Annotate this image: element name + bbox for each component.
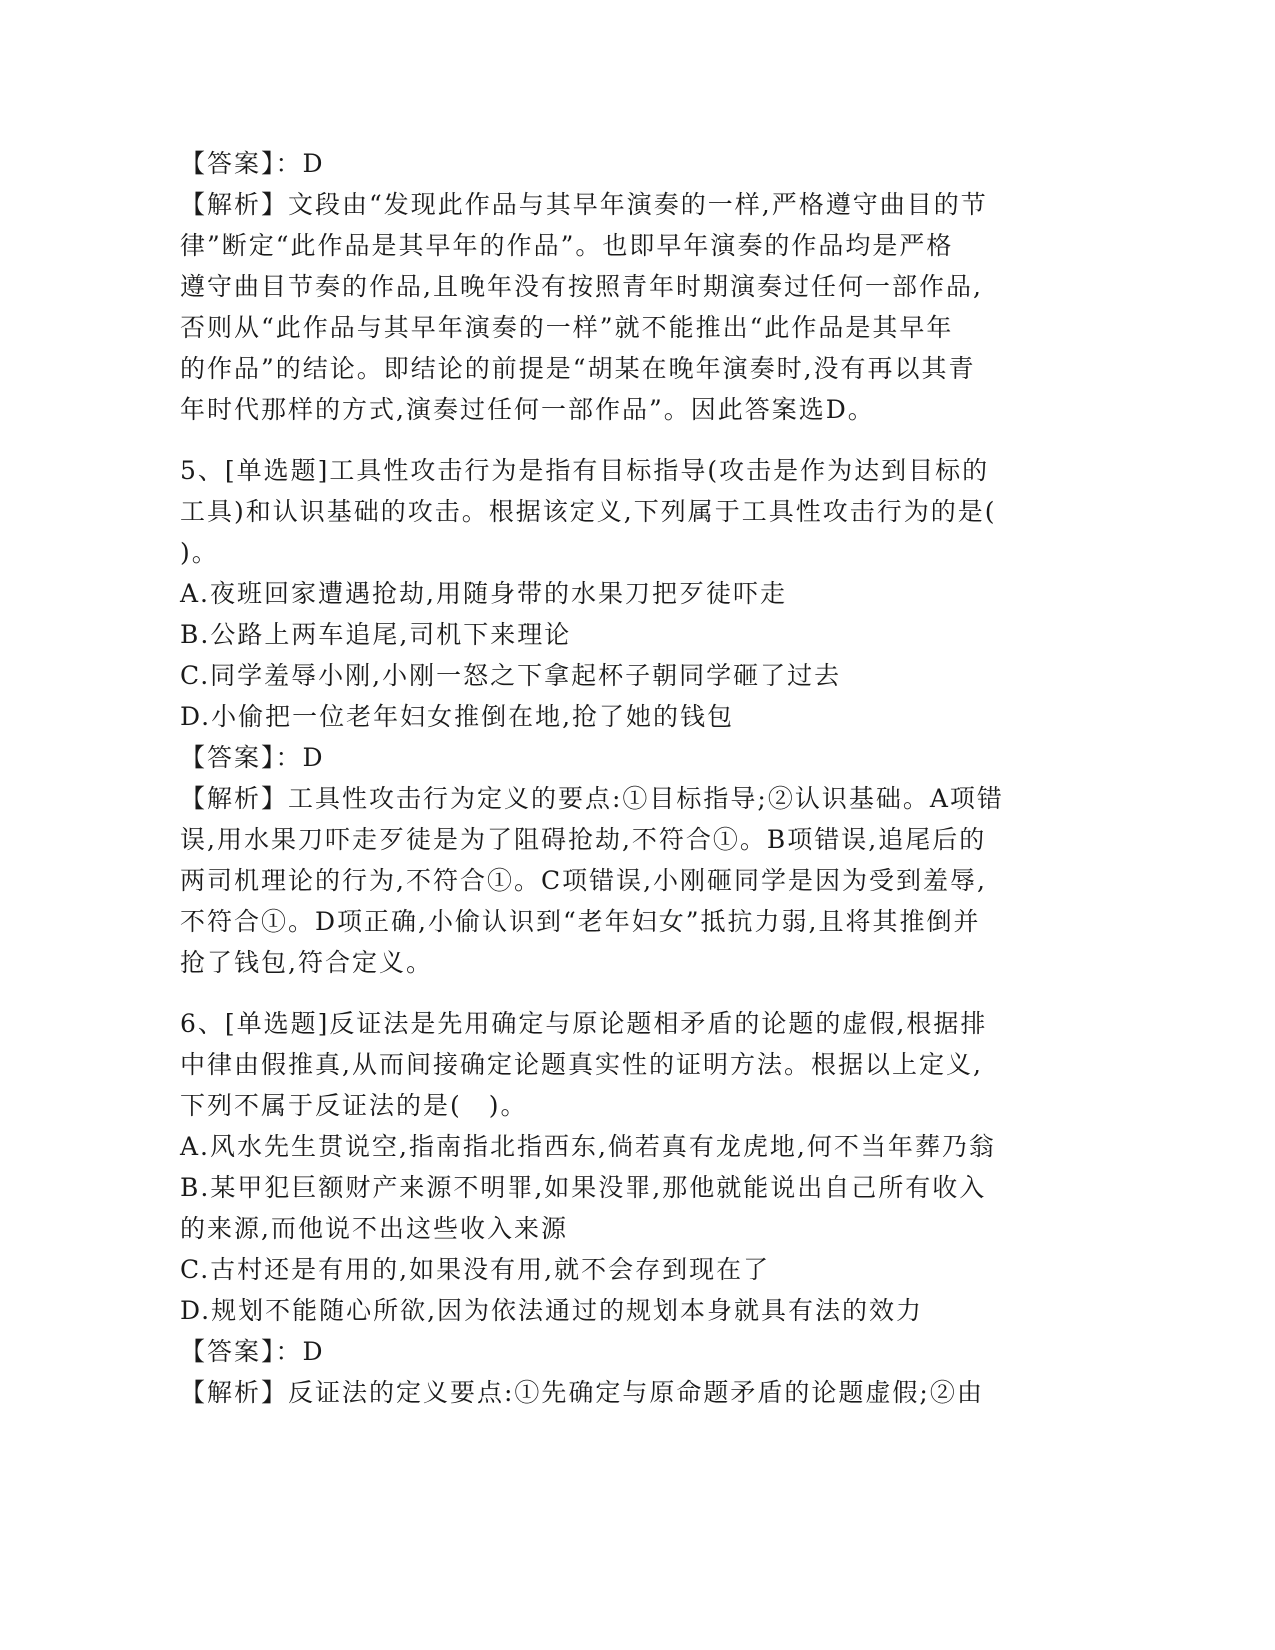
answer-line: 【答案】：D (180, 743, 325, 772)
option-d: D.小偷把一位老年妇女推倒在地,抢了她的钱包 (180, 702, 735, 731)
question-stem-line: 5、[单选题]工具性攻击行为是指有目标指导(攻击是作为达到目标的 (180, 456, 990, 485)
paragraph-gap (180, 983, 1085, 1003)
question-stem-line: )。 (180, 538, 219, 567)
analysis-line: 【解析】文段由“发现此作品与其早年演奏的一样,严格遵守曲目的节 (180, 190, 988, 219)
answer-line: 【答案】：D (180, 1337, 325, 1366)
analysis-line: 抢了钱包,符合定义。 (180, 948, 433, 977)
analysis-line: 两司机理论的行为,不符合①。C项错误,小刚砸同学是因为受到羞辱, (180, 866, 987, 895)
question-stem-line: 下列不属于反证法的是( )。 (180, 1091, 528, 1120)
question-stem-line: 工具)和认识基础的攻击。根据该定义,下列属于工具性攻击行为的是( (180, 497, 997, 526)
option-c: C.同学羞辱小刚,小刚一怒之下拿起杯子朝同学砸了过去 (180, 661, 842, 690)
analysis-line: 不符合①。D项正确,小偷认识到“老年妇女”抵抗力弱,且将其推倒并 (180, 907, 981, 936)
analysis-line: 遵守曲目节奏的作品,且晚年没有按照青年时期演奏过任何一部作品, (180, 272, 983, 301)
analysis-line: 律”断定“此作品是其早年的作品”。也即早年演奏的作品均是严格 (180, 231, 954, 260)
analysis-line: 年时代那样的方式,演奏过任何一部作品”。因此答案选D。 (180, 395, 875, 424)
option-b: B.公路上两车追尾,司机下来理论 (180, 620, 572, 649)
analysis-line: 误,用水果刀吓走歹徒是为了阻碍抢劫,不符合①。B项错误,追尾后的 (180, 825, 987, 854)
option-a: A.风水先生贯说空,指南指北指西东,倘若真有龙虎地,何不当年葬乃翁 (180, 1132, 996, 1161)
document-page (180, 143, 1085, 1413)
question-stem-line: 6、[单选题]反证法是先用确定与原论题相矛盾的论题的虚假,根据排 (180, 1009, 988, 1038)
option-c: C.古村还是有用的,如果没有用,就不会存到现在了 (180, 1255, 771, 1284)
question-stem-line: 中律由假推真,从而间接确定论题真实性的证明方法。根据以上定义, (180, 1050, 983, 1079)
option-a: A.夜班回家遭遇抢劫,用随身带的水果刀把歹徒吓走 (180, 579, 787, 608)
answer-line: 【答案】：D (180, 149, 325, 178)
analysis-line: 的作品”的结论。即结论的前提是“胡某在晚年演奏时,没有再以其青 (180, 354, 976, 383)
paragraph-gap (180, 430, 1085, 450)
option-b-continued: 的来源,而他说不出这些收入来源 (180, 1214, 568, 1243)
analysis-line: 【解析】反证法的定义要点:①先确定与原命题矛盾的论题虚假;②由 (180, 1378, 984, 1407)
option-b: B.某甲犯巨额财产来源不明罪,如果没罪,那他就能说出自己所有收入 (180, 1173, 987, 1202)
analysis-line: 【解析】工具性攻击行为定义的要点:①目标指导;②认识基础。A项错 (180, 784, 1004, 813)
analysis-line: 否则从“此作品与其早年演奏的一样”就不能推出“此作品是其早年 (180, 313, 954, 342)
option-d: D.规划不能随心所欲,因为依法通过的规划本身就具有法的效力 (180, 1296, 924, 1325)
